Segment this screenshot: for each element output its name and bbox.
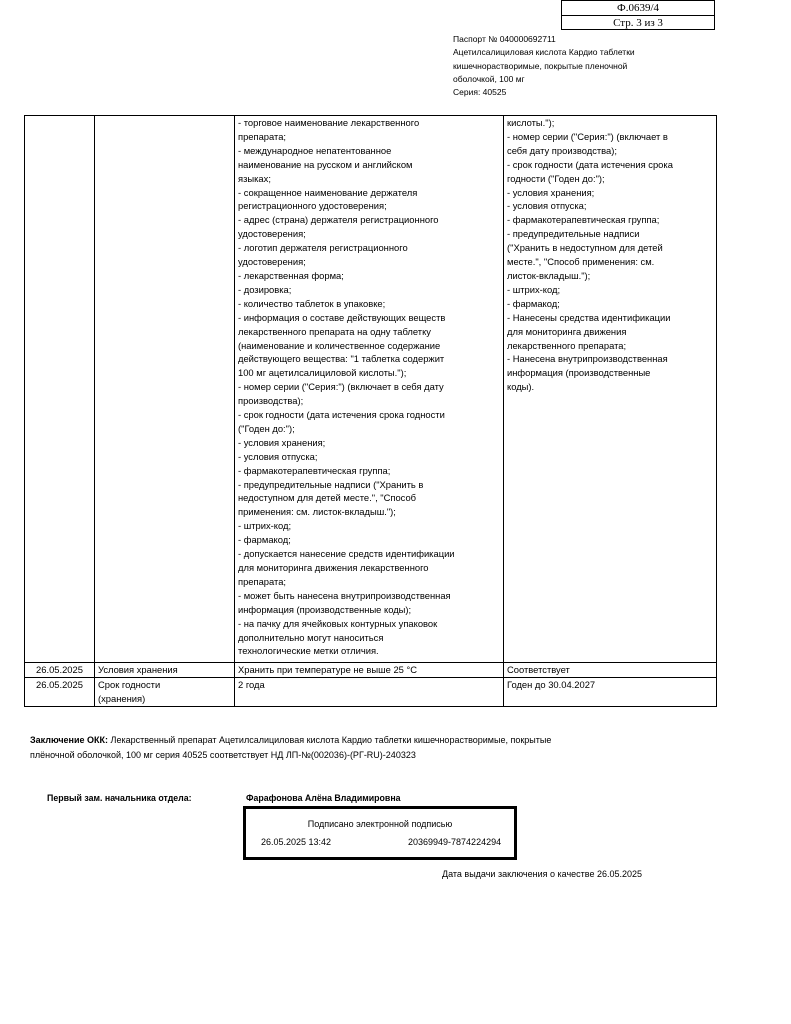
spec-line: информация (производственные коды); [238, 603, 412, 615]
result-line: - предупредительные надписи [507, 228, 640, 240]
conclusion-label: Заключение ОКК: [30, 735, 109, 745]
spec-line: - номер серии ("Серия:") (включает в себя дату [238, 381, 444, 393]
spec-line: дополнительно могут наноситься [238, 631, 384, 643]
spec-line: - штрих-код; [238, 520, 292, 532]
result-line: лекарственного препарата; [507, 339, 627, 351]
result-line: - срок годности (дата истечения срока [507, 158, 673, 170]
conclusion-text-2: плёночной оболочкой, 100 мг серия 40525 соответствует НД ЛП-№(002036)-(РГ-RU)-240323 [30, 750, 416, 760]
spec-line: - сокращенное наименование держателя [238, 186, 418, 198]
spec-line: - допускается нанесение средств идентификации [238, 548, 455, 560]
result-line: - условия хранения; [507, 186, 595, 198]
spec-line: - на пачку для ячейковых контурных упаковок [238, 617, 438, 629]
result-line: себя дату производства); [507, 144, 617, 156]
passport-info [453, 33, 693, 99]
spec-line: - дозировка; [238, 283, 292, 295]
series: Серия: 40525 [453, 87, 507, 98]
result-line: месте.", "Способ применения: см. [507, 256, 655, 268]
spec-line: 100 мг ацетилсалициловой кислоты."); [238, 367, 407, 379]
result-line: - фармакод; [507, 297, 560, 309]
spec-line: препарата; [238, 575, 287, 587]
signer-name: Фарафонова Алёна Владимировна [246, 793, 401, 803]
result-line: - Нанесены средства идентификации [507, 311, 671, 323]
cell-parameter-empty [95, 116, 235, 663]
signer-position: Первый зам. начальника отдела: [47, 793, 192, 803]
quality-table [24, 115, 717, 707]
spec-line: - логотип держателя регистрационного [238, 242, 408, 254]
signature-certificate: 20369949-7874224294 [408, 837, 502, 847]
table-row [25, 663, 717, 678]
product-line-2: кишечнорастворимые, покрытые пленочной [453, 60, 628, 71]
result-line: информация (производственные [507, 367, 651, 379]
result-line: - фармакотерапевтическая группа; [507, 214, 660, 226]
issue-date: Дата выдачи заключения о качестве 26.05.2025 [442, 869, 642, 879]
signature-title: Подписано электронной подписью [307, 819, 453, 829]
spec-line: наименование на русском и английском [238, 158, 413, 170]
page-number: Стр. 3 из 3 [613, 17, 663, 29]
spec-line: (наименование и количественное содержание [238, 339, 441, 351]
spec-line: регистрационного удостоверения; [238, 200, 387, 212]
cell-result: Годен до 30.04.2027 [504, 677, 717, 706]
conclusion [30, 733, 590, 763]
result-line: коды). [507, 381, 535, 393]
spec-line: - условия отпуска; [238, 450, 318, 462]
result-line: кислоты."); [507, 117, 555, 128]
result-line: - Нанесена внутрипроизводственная [507, 353, 668, 365]
cell-parameter: Условия хранения [95, 663, 235, 678]
spec-line: - адрес (страна) держателя регистрационного [238, 214, 439, 226]
result-line: листок-вкладыш."); [507, 269, 591, 281]
spec-line: - информация о составе действующих веществ [238, 311, 446, 323]
cell-requirement: Хранить при температуре не выше 25 °С [235, 663, 504, 678]
cell-date: 26.05.2025 [25, 663, 95, 678]
spec-line: лекарственного препарата на одну таблетку [238, 325, 431, 337]
table-row [25, 677, 717, 706]
passport-number: Паспорт № 040000692711 [453, 34, 556, 44]
spec-line: - может быть нанесена внутрипроизводственная [238, 589, 451, 601]
spec-line: действующего вещества: "1 таблетка содержит [238, 353, 445, 365]
parameter-line-1: Срок годности [98, 678, 161, 690]
cell-spec-marking [235, 116, 504, 663]
form-number-box [561, 0, 715, 30]
table-row-marking [25, 116, 717, 663]
spec-line: - лекарственная форма; [238, 269, 344, 281]
electronic-signature-box [243, 806, 517, 860]
result-line: годности ("Годен до:"); [507, 172, 605, 184]
spec-line: препарата; [238, 130, 287, 142]
result-line: для мониторинга движения [507, 325, 627, 337]
result-line: - штрих-код; [507, 283, 561, 295]
spec-line: технологические метки отличия. [238, 645, 379, 657]
cell-date: 26.05.2025 [25, 677, 95, 706]
spec-line: - международное непатентованное [238, 144, 392, 156]
spec-line: - торговое наименование лекарственного [238, 117, 420, 128]
result-line: - условия отпуска; [507, 200, 587, 212]
spec-line: удостоверения; [238, 256, 306, 268]
parameter-line-2: (хранения) [98, 692, 146, 704]
spec-line: недоступном для детей месте.", "Способ [238, 492, 417, 504]
spec-line: - срок годности (дата истечения срока годности [238, 409, 445, 421]
spec-line: - количество таблеток в упаковке; [238, 297, 386, 309]
cell-result-marking [504, 116, 717, 663]
product-line-1: Ацетилсалициловая кислота Кардио таблетки [453, 47, 635, 58]
cell-parameter [95, 677, 235, 706]
spec-line: применения: см. листок-вкладыш."); [238, 506, 396, 518]
spec-line: - предупредительные надписи ("Хранить в [238, 478, 424, 490]
form-number: Ф.0639/4 [562, 1, 714, 16]
result-line: ("Хранить в недоступном для детей [507, 242, 663, 254]
spec-line: - фармакотерапевтическая группа; [238, 464, 391, 476]
cell-result: Соответствует [504, 663, 717, 678]
spec-line: производства); [238, 395, 304, 407]
spec-line: ("Годен до:"); [238, 422, 295, 434]
product-line-3: оболочкой, 100 мг [453, 73, 525, 84]
result-line: - номер серии ("Серия:") (включает в [507, 130, 668, 142]
signature-datetime: 26.05.2025 13:42 [261, 837, 332, 847]
cell-date-empty [25, 116, 95, 663]
spec-line: удостоверения; [238, 228, 306, 240]
spec-line: - условия хранения; [238, 436, 326, 448]
cell-requirement: 2 года [235, 677, 504, 706]
spec-line: - фармакод; [238, 534, 291, 546]
spec-line: языках; [238, 172, 271, 184]
conclusion-text-1: Лекарственный препарат Ацетилсалициловая кислота Кардио таблетки кишечнорастворимые, покрытые [110, 735, 552, 745]
spec-line: для мониторинга движения лекарственного [238, 562, 429, 573]
